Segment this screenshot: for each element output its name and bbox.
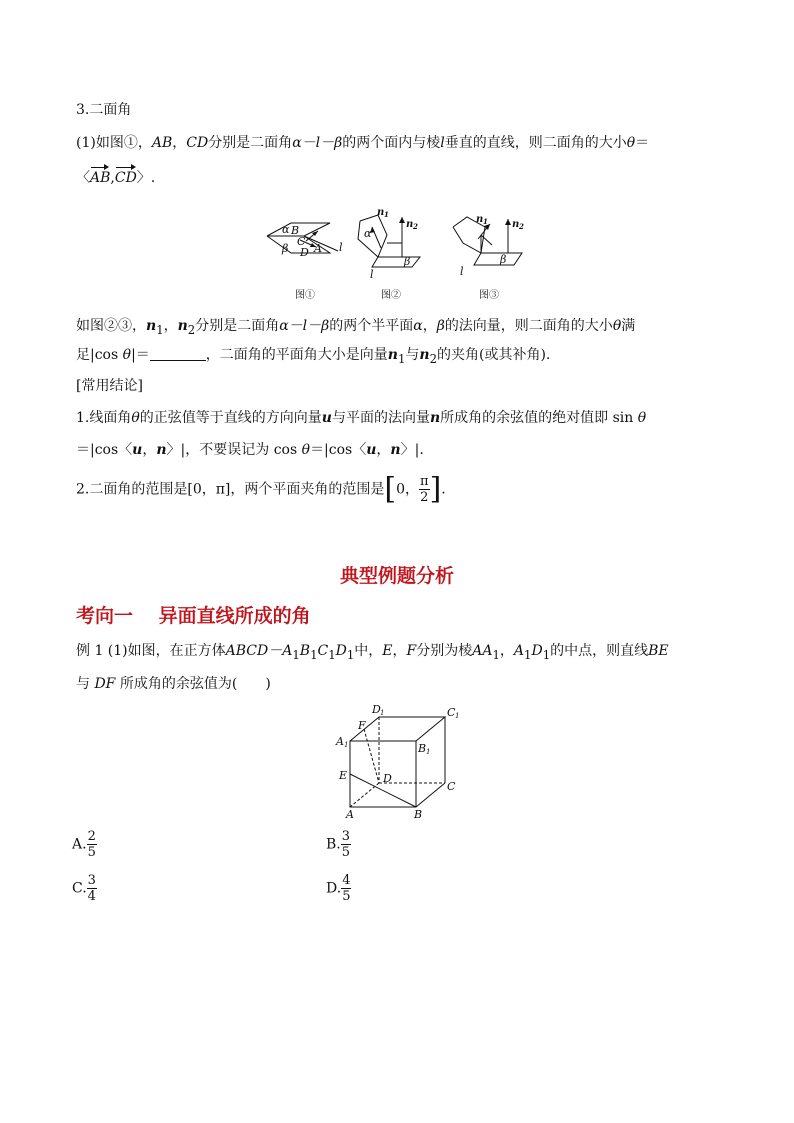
option-a[interactable] (72, 829, 97, 860)
text: 所成角的余弦值为( ) (119, 676, 271, 692)
label-n2-fig2: n (406, 219, 414, 230)
dihedral-expr: α－l－β (279, 318, 330, 334)
text: 的法向量，则二面角的大小 (444, 318, 613, 334)
text: |＝ (131, 347, 150, 363)
caption-fig3: 图③ (479, 290, 499, 301)
text: ， (376, 442, 391, 458)
var-ab: AB (151, 135, 173, 151)
label-n2-fig3: n (512, 219, 520, 230)
text: 分别是二面角 (195, 318, 280, 334)
text: ， (163, 318, 178, 334)
text: 分别是二面角 (208, 135, 293, 151)
text: 例 1 (1)如图，在正方体 (76, 643, 226, 659)
var-n: n (429, 410, 441, 426)
label-alpha: α (282, 223, 290, 236)
text: , (110, 170, 115, 186)
conclusion-item-1-line-2 (76, 440, 424, 460)
var-u: u (321, 410, 332, 426)
option-fraction (341, 829, 351, 860)
label-B1: B (418, 742, 427, 755)
dihedral-figures (260, 205, 530, 305)
section-heading-typical-examples: 典型例题分析 (339, 565, 454, 587)
paragraph-2-line-2 (76, 345, 550, 369)
paragraph-1-line-1 (76, 133, 649, 153)
text: 与 (405, 347, 420, 363)
label-n1-fig3: n (476, 214, 484, 225)
sub: 1 (397, 351, 406, 366)
label-D1-sub: 1 (380, 709, 385, 717)
denominator: 2 (420, 490, 429, 505)
option-letter: A. (72, 836, 87, 853)
label-n1-sub-fig3: 1 (483, 217, 488, 226)
sub: 2 (429, 351, 437, 366)
label-A1-sub: 1 (344, 741, 349, 749)
label-n1-fig2: n (377, 207, 385, 218)
label-C: C (447, 780, 456, 793)
text: ， (142, 442, 157, 458)
numerator: 4 (342, 873, 351, 888)
var-be: BE (648, 643, 669, 659)
option-letter: D. (326, 880, 342, 897)
section-title (76, 100, 131, 120)
numerator: π (420, 474, 429, 489)
var-aa: AA (472, 643, 493, 659)
option-letter: C. (72, 880, 87, 897)
label-B: B (291, 224, 300, 237)
sub: 1 (156, 322, 164, 337)
conclusion-item-1-line-1 (76, 408, 646, 428)
text: 的两个面内与棱 (342, 135, 441, 151)
text: 的中点，则直线 (550, 643, 649, 659)
var-n1: n (146, 318, 157, 334)
numerator: 3 (341, 829, 351, 844)
text: 1.线面角 (76, 410, 132, 426)
text: ＝ (635, 135, 650, 151)
label-D1: D (372, 703, 381, 716)
label-C: C (297, 235, 306, 248)
example-1-line-1 (76, 641, 669, 665)
text: 足|cos (76, 347, 119, 363)
option-c[interactable] (72, 873, 97, 904)
var-n2: n (177, 318, 188, 334)
var-theta: θ (626, 135, 636, 151)
text: ＝|cos〈 (76, 442, 133, 458)
text: 〉. (136, 170, 156, 186)
text: 中， (354, 643, 383, 659)
var-f: F (406, 643, 417, 659)
conclusion-item-2 (76, 471, 446, 507)
var: D (531, 643, 543, 659)
var: C (317, 643, 329, 659)
var-theta: θ (122, 347, 132, 363)
option-d[interactable] (326, 873, 351, 904)
text: 垂直的直线，则二面角的大小 (444, 135, 627, 151)
sub: 1 (328, 647, 336, 662)
denominator: 5 (341, 845, 351, 860)
var-cd: CD (186, 135, 209, 151)
text: 0， (396, 481, 420, 498)
text: 〉|，不要误记为 cos (166, 442, 298, 458)
text: 的两个半平面 (329, 318, 414, 334)
label-B1-sub: 1 (426, 748, 431, 756)
text: 所成角的余弦值的绝对值即 sin (440, 410, 634, 426)
text: 〉|. (400, 442, 424, 458)
var-n: n (156, 442, 167, 458)
var-l: l (440, 135, 445, 151)
bracket-right: ] (429, 471, 442, 507)
var-df: DF (94, 676, 116, 692)
cube-name: ABCD－A (225, 643, 293, 659)
label-n2-sub-fig3: 2 (519, 222, 524, 231)
sub: 1 (492, 647, 500, 662)
sub: 1 (310, 647, 318, 662)
var: A (513, 643, 525, 659)
sub: 1 (346, 647, 355, 662)
var-n2: n (419, 347, 430, 363)
sub: 1 (292, 647, 300, 662)
var-u: u (366, 442, 377, 458)
dihedral-expr: α－l－β (292, 135, 343, 151)
text: 分别为棱 (416, 643, 473, 659)
bracket-left: [ (384, 471, 397, 507)
var-beta: β (436, 318, 445, 334)
text: ， (499, 643, 514, 659)
example-1-line-2 (76, 674, 271, 694)
text: ， (392, 643, 407, 659)
paragraph-1-line-2 (76, 168, 155, 188)
label-C1: C (447, 706, 456, 719)
denominator: 5 (342, 889, 351, 904)
label-D: D (383, 772, 392, 785)
text: 的正弦值等于直线的方向向量 (139, 410, 322, 426)
numerator: 2 (87, 829, 96, 844)
label-C1-sub: 1 (455, 712, 460, 720)
label-beta-3: β (500, 253, 507, 266)
var-n: n (390, 442, 401, 458)
text: ， (172, 135, 187, 151)
text: . (441, 481, 446, 498)
option-letter: B. (326, 836, 341, 853)
text: 2.二面角的范围是[0，π]，两个平面夹角的范围是 (76, 481, 385, 498)
var-theta: θ (612, 318, 622, 334)
caption-fig1: 图① (295, 290, 315, 301)
conclusion-title: [常用结论] (76, 378, 143, 394)
text: (1)如图①， (76, 135, 152, 151)
text: 〈 (76, 170, 90, 186)
option-fraction (87, 829, 97, 860)
var-e: E (382, 643, 393, 659)
var-theta: θ (301, 442, 311, 458)
sub: 1 (524, 647, 532, 662)
label-D: D (300, 246, 309, 259)
text: 与 (76, 676, 90, 692)
label-n2-sub-fig2: 2 (413, 222, 418, 231)
subheading-topic-one: 考向一 异面直线所成的角 (76, 605, 311, 627)
denominator: 5 (87, 845, 96, 860)
var-u: u (132, 442, 143, 458)
label-beta: β (282, 242, 289, 255)
label-l-2: l (370, 268, 374, 281)
cube-figure (330, 700, 465, 825)
text: ， (422, 318, 437, 334)
label-alpha-2: α (364, 227, 372, 240)
label-beta-2: β (404, 255, 411, 268)
label-A: A (314, 242, 322, 255)
label-E: E (339, 769, 348, 782)
vector-ab: AB (90, 170, 111, 186)
option-b[interactable] (326, 829, 351, 860)
denominator: 4 (87, 889, 96, 904)
label-F: F (358, 719, 366, 732)
label-l-3: l (460, 265, 464, 278)
text: ＝|cos〈 (310, 442, 367, 458)
var: B (299, 643, 311, 659)
label-B: B (414, 808, 423, 821)
section-title-text: 3.二面角 (76, 102, 132, 118)
text: 的夹角(或其补角). (437, 347, 551, 363)
text: 如图②③， (76, 318, 146, 334)
var-alpha: α (413, 318, 423, 334)
text: 满 (621, 318, 636, 334)
var-theta: θ (131, 410, 140, 426)
var-theta: θ (637, 410, 647, 426)
numerator: 3 (87, 873, 96, 888)
var: D (335, 643, 347, 659)
text: ，二面角的平面角大小是向量 (205, 347, 388, 363)
option-fraction (87, 873, 97, 904)
label-A1: A (336, 735, 344, 748)
option-fraction (341, 873, 351, 904)
var-n1: n (387, 347, 398, 363)
caption-fig2: 图② (381, 290, 401, 301)
vector-cd: CD (114, 170, 137, 186)
label-n1-sub-fig2: 1 (384, 210, 389, 219)
fraction-pi-over-2 (419, 474, 430, 505)
sub: 1 (542, 647, 551, 662)
sub: 2 (187, 322, 196, 337)
label-l: l (339, 241, 343, 254)
text: 与平面的法向量 (331, 410, 430, 426)
label-A: A (346, 808, 354, 821)
fill-in-blank[interactable] (150, 346, 206, 361)
paragraph-2-line-1 (76, 316, 635, 340)
